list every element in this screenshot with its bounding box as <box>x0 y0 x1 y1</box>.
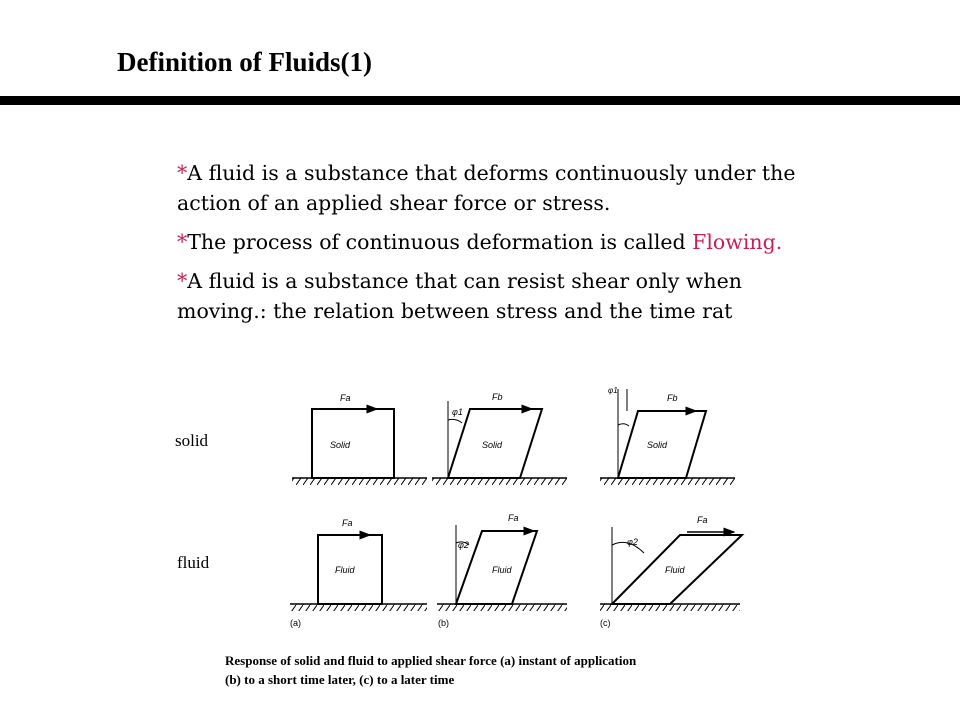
row-label-solid: solid <box>175 431 209 450</box>
paragraph-text: A fluid is a substance that can resist shear only when moving.: the relation between stress and the time rat <box>177 269 742 323</box>
paragraph-definition <box>177 158 817 218</box>
block-label: Solid <box>647 440 668 450</box>
force-label: Fa <box>697 515 708 525</box>
shear-figure <box>282 385 762 635</box>
solid-block <box>312 409 394 478</box>
figure-caption <box>225 651 845 689</box>
ground-hatch <box>292 478 427 485</box>
fluid-row <box>290 513 742 628</box>
panel-letter-a: (a) <box>290 618 301 628</box>
ground-hatch <box>290 604 427 611</box>
bullet-star: * <box>177 230 188 254</box>
angle-label: φ1 <box>608 386 618 395</box>
highlight-flowing: Flowing. <box>692 230 783 254</box>
caption-line-2: (b) to a short time later, (c) to a later time <box>225 672 455 687</box>
block-label: Fluid <box>665 565 685 575</box>
solid-row <box>292 386 735 485</box>
caption-line-1: Response of solid and fluid to applied shear force (a) instant of application <box>225 653 637 668</box>
fluid-panel-c <box>600 515 742 628</box>
solid-panel-c <box>600 386 735 485</box>
force-label: Fa <box>508 513 519 523</box>
block-label: Solid <box>330 440 351 450</box>
fluid-panel-a <box>290 518 427 628</box>
force-label: Fa <box>340 393 351 403</box>
ground-hatch <box>600 604 740 611</box>
solid-panel-a <box>292 393 427 485</box>
paragraph-text: The process of continuous deformation is called <box>187 230 693 254</box>
slide-body <box>177 158 817 335</box>
angle-label: φ2 <box>627 537 638 547</box>
panel-letter-b: (b) <box>438 618 449 628</box>
ground-hatch <box>432 478 567 485</box>
block-label: Solid <box>482 440 503 450</box>
slide-title: Definition of Fluids(1) <box>117 47 373 77</box>
shear-diagram <box>282 385 762 635</box>
bullet-star: * <box>177 269 188 293</box>
block-label: Fluid <box>335 565 355 575</box>
solid-panel-b <box>432 392 567 485</box>
angle-arc <box>618 424 629 426</box>
row-label-fluid: fluid <box>177 553 210 572</box>
ground-hatch <box>437 604 567 611</box>
angle-label: φ2 <box>458 540 469 550</box>
block-label: Fluid <box>492 565 512 575</box>
paragraph-text: A fluid is a substance that deforms continuously under the action of an applied shear force or stress. <box>177 161 796 215</box>
title-divider <box>0 96 960 105</box>
bullet-star: * <box>177 161 188 185</box>
force-label: Fa <box>342 518 353 528</box>
fluid-panel-b <box>437 513 567 628</box>
paragraph-resist-shear <box>177 266 817 326</box>
force-label: Fb <box>492 392 503 402</box>
force-label: Fb <box>667 393 678 403</box>
angle-arc <box>448 419 462 423</box>
panel-letter-c: (c) <box>600 618 611 628</box>
paragraph-flowing <box>177 227 817 257</box>
ground-hatch <box>600 478 735 485</box>
angle-label: φ1 <box>452 407 463 417</box>
